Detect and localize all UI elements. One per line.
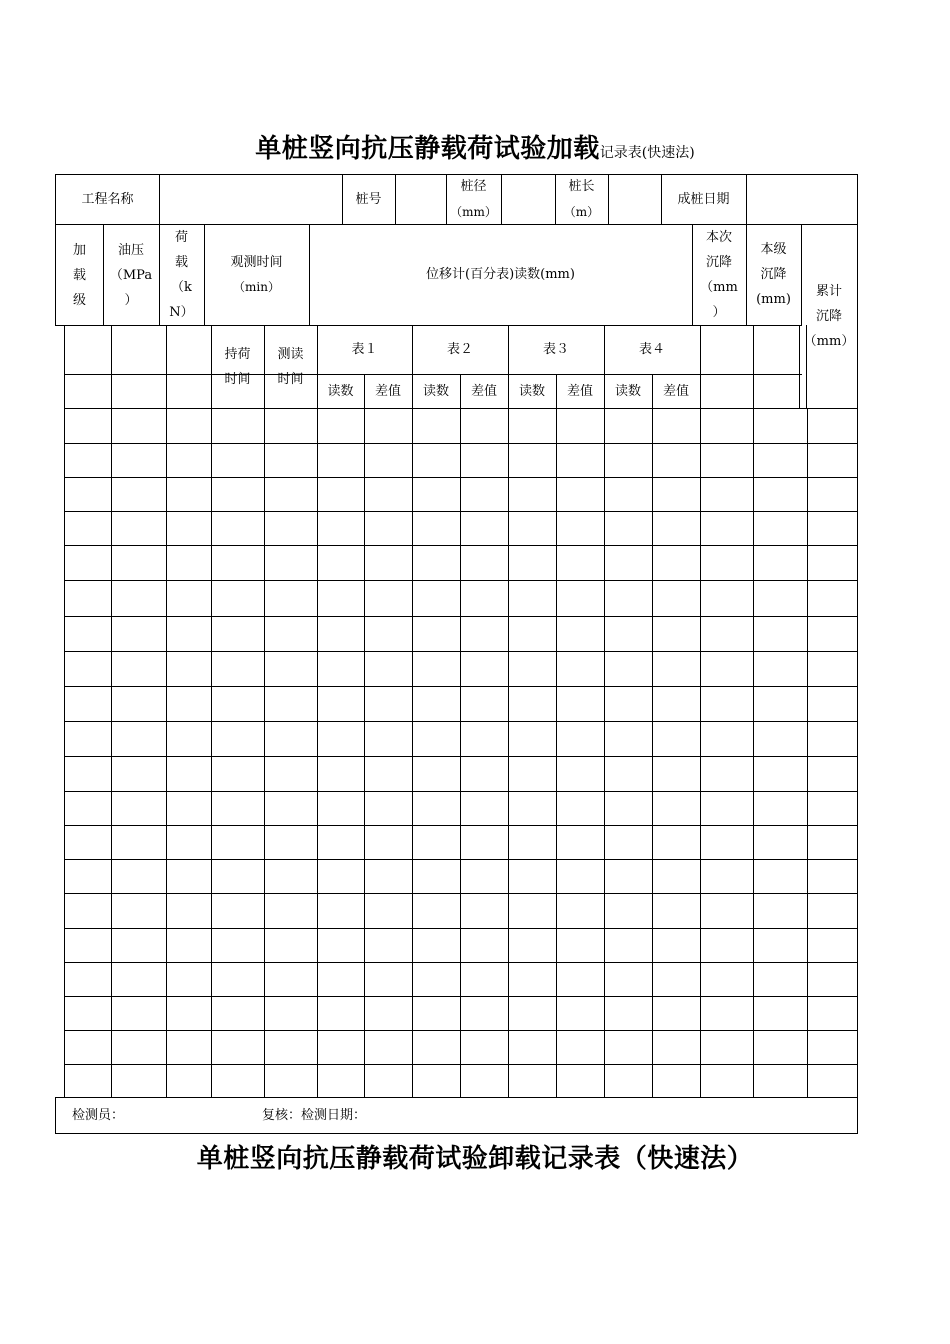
label-pile-length: 桩长: [568, 179, 595, 194]
grid-line: [556, 408, 557, 1098]
grid-line: [64, 893, 858, 894]
label-pile-diameter-unit: （mm）: [450, 205, 497, 219]
grid-line: [64, 545, 858, 546]
grid-line: [64, 1064, 858, 1065]
grid-line: [64, 651, 858, 652]
grid-line: [166, 408, 167, 1098]
header-diff: 差值: [566, 384, 593, 399]
grid-line: [64, 580, 858, 581]
grid-line: [857, 174, 858, 1134]
grid-line: [799, 325, 800, 409]
grid-line: [501, 174, 502, 225]
header-reading: 读数: [422, 384, 449, 399]
grid-line: [64, 928, 858, 929]
header-observe-time-unit: （min）: [233, 280, 280, 294]
grid-line: [64, 443, 858, 444]
grid-line: [652, 408, 653, 1098]
grid-line: [64, 791, 858, 792]
header-read-time: 测读 时间: [277, 347, 304, 387]
header-observe-time: 观测时间: [230, 255, 283, 270]
grid-line: [364, 408, 365, 1098]
grid-line: [55, 1097, 858, 1098]
header-gauge-2: 表２: [446, 342, 473, 357]
grid-line: [159, 174, 160, 225]
header-gauge-1: 表１: [351, 342, 378, 357]
header-hold-time: 持荷 时间: [224, 347, 251, 387]
grid-line: [64, 996, 858, 997]
label-pile-no: 桩号: [355, 192, 382, 207]
grid-line: [64, 616, 858, 617]
grid-line: [746, 174, 747, 225]
label-pile-diameter: 桩径: [460, 179, 487, 194]
grid-line: [64, 756, 858, 757]
grid-line: [55, 325, 802, 326]
header-load: 荷 载 （k N）: [169, 230, 194, 320]
grid-line: [608, 174, 609, 225]
grid-line: [64, 408, 858, 409]
header-oil-pressure: 油压 （MPa ）: [109, 243, 153, 308]
grid-line: [64, 721, 858, 722]
grid-line: [211, 408, 212, 1098]
footer-reviewer-date: 复核：检测日期：: [262, 1108, 367, 1123]
grid-line: [64, 477, 858, 478]
header-level-settlement: 本级 沉降 (mm): [756, 242, 791, 307]
grid-line: [64, 408, 65, 1098]
grid-line: [64, 374, 802, 375]
header-displacement: 位移计(百分表)读数(mm): [426, 267, 575, 282]
grid-line: [64, 962, 858, 963]
grid-line: [395, 174, 396, 225]
grid-line: [807, 408, 808, 1098]
footer-inspector: 检测员：: [72, 1108, 125, 1123]
grid-line: [55, 1133, 858, 1134]
grid-line: [412, 408, 413, 1098]
grid-line: [111, 325, 112, 409]
header-diff: 差值: [662, 384, 689, 399]
title-main: 单桩竖向抗压静载荷试验加载: [255, 134, 600, 164]
grid-line: [64, 859, 858, 860]
grid-line: [700, 408, 701, 1098]
header-load-level: 加 载 级: [72, 243, 86, 308]
grid-line: [64, 325, 65, 409]
header-gauge-4: 表４: [638, 342, 665, 357]
grid-line: [753, 408, 754, 1098]
grid-line: [460, 408, 461, 1098]
grid-line: [166, 325, 167, 409]
grid-line: [64, 1030, 858, 1031]
header-total-settlement: 累计 沉降 （mm）: [803, 284, 855, 349]
grid-line: [508, 408, 509, 1098]
unload-table-title: 单桩竖向抗压静载荷试验卸载记录表（快速法）: [196, 1144, 754, 1174]
grid-line: [317, 408, 318, 1098]
grid-line: [111, 408, 112, 1098]
grid-line: [264, 408, 265, 1098]
header-reading: 读数: [327, 384, 354, 399]
header-gauge-3: 表３: [542, 342, 569, 357]
title-suffix: 记录表(快速法): [599, 145, 695, 161]
label-project-name: 工程名称: [81, 192, 134, 207]
header-diff: 差值: [374, 384, 401, 399]
grid-line: [64, 825, 858, 826]
grid-line: [753, 325, 754, 409]
grid-line: [604, 408, 605, 1098]
grid-line: [64, 686, 858, 687]
load-table-title: [0, 128, 950, 165]
grid-line: [64, 511, 858, 512]
header-diff: 差值: [470, 384, 497, 399]
grid-line: [700, 325, 701, 409]
label-pile-length-unit: （m）: [563, 205, 600, 219]
header-reading: 读数: [614, 384, 641, 399]
grid-line: [55, 1097, 56, 1134]
header-this-settlement: 本次 沉降 （mm ）: [700, 230, 738, 320]
header-reading: 读数: [518, 384, 545, 399]
label-pile-date: 成桩日期: [677, 192, 730, 207]
